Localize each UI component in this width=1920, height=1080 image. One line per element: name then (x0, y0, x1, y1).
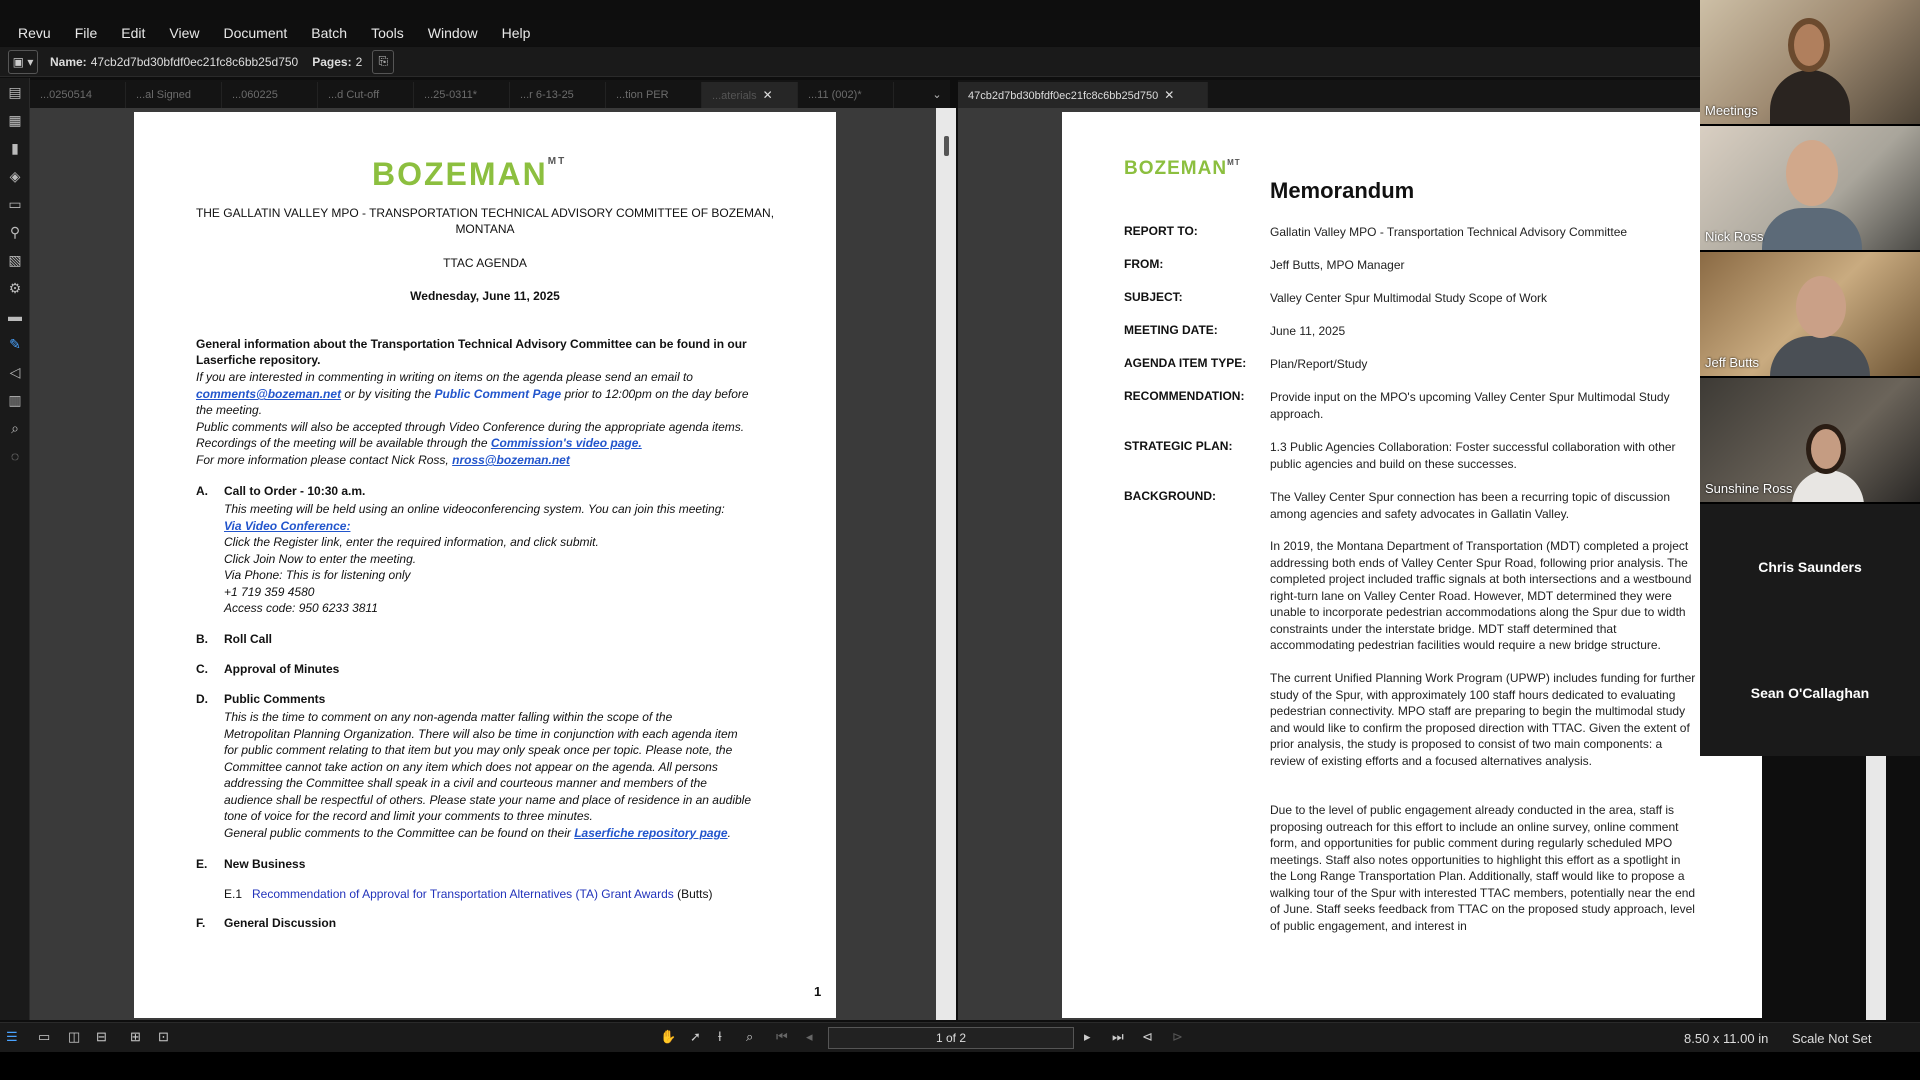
thumbnails-icon[interactable]: ▤ (8, 83, 22, 100)
layers-icon[interactable]: ◈ (9, 167, 21, 184)
item-e1-number: E.1 (224, 887, 243, 901)
comments-icon[interactable]: ◌ (10, 448, 20, 464)
public-comment-page-link[interactable]: Public Comment Page (434, 387, 562, 401)
person-head (1788, 18, 1830, 72)
commission-video-link[interactable]: Commission's video page. (490, 436, 642, 450)
menu-view[interactable]: View (169, 25, 200, 41)
section-f-letter: F. (196, 916, 206, 930)
page-number: 1 (814, 984, 822, 999)
person-head (1806, 424, 1846, 474)
select-tool-icon[interactable]: ➚ (690, 1029, 701, 1044)
print-icon[interactable]: ▥ (8, 391, 22, 408)
zoom-icon[interactable]: ⌕ (746, 1029, 754, 1044)
section-d-line8-end: . (727, 826, 731, 840)
menu-window[interactable]: Window (427, 25, 478, 41)
video-participants-panel (1700, 0, 1920, 756)
section-d-line7: tone of voice for the record and limit your comments to three minutes. (224, 809, 593, 823)
participant-name: Meetings (1705, 103, 1758, 118)
person-silhouette (1792, 470, 1864, 502)
stamp-icon[interactable]: ⚲ (9, 223, 21, 240)
recordings-text: Recordings of the meeting will be available through the (196, 436, 491, 450)
menu-revu[interactable]: Revu (18, 25, 51, 41)
section-e-letter: E. (196, 857, 208, 871)
status-bar (0, 1022, 1920, 1052)
comment-line1: If you are interested in commenting in writing on items on the agenda please send an email to (196, 370, 693, 384)
background-value: The Valley Center Spur connection has been a recurring topic of discussion among agencies and safety advocates in Gallatin Valley. (1270, 490, 1671, 521)
participant-tile-chris-saunders[interactable] (1700, 504, 1920, 630)
recommendation-value: Provide input on the MPO's upcoming Valley Center Spur Multimodal Study approach. (1270, 390, 1670, 421)
fit-icon[interactable]: ⊡ (158, 1029, 169, 1044)
doc-tab[interactable]: ...060225 (222, 82, 318, 108)
person-silhouette (1762, 208, 1862, 250)
agenda-title-line1: THE GALLATIN VALLEY MPO - TRANSPORTATION TECHNICAL ADVISORY COMMITTEE OF BOZEMAN, (195, 206, 775, 220)
doc-tab-active[interactable] (958, 82, 1208, 108)
next-page-icon[interactable]: ▸ (1084, 1029, 1091, 1044)
menu-tools[interactable]: Tools (371, 25, 404, 41)
doc-tab[interactable]: ...tion PER (606, 82, 702, 108)
section-c-letter: C. (196, 662, 208, 676)
measure-icon[interactable]: ▬ (8, 308, 22, 324)
doc-tab[interactable]: ...0250514 (30, 82, 126, 108)
section-b-letter: B. (196, 632, 208, 646)
participant-name: Jeff Butts (1705, 355, 1759, 370)
report-to-value: Gallatin Valley MPO - Transportation Technical Advisory Committee (1270, 225, 1628, 239)
section-a-line3: Click Join Now to enter the meeting. (224, 552, 417, 566)
general-info-line1: General information about the Transportation Technical Advisory Committee can be found in our (196, 337, 747, 351)
bozeman-logo (372, 156, 566, 193)
scroll-thumb[interactable] (944, 136, 949, 156)
list-icon[interactable]: ☰ (6, 1029, 18, 1044)
section-a-line4: Via Phone: This is for listening only (224, 568, 411, 582)
section-e-title: New Business (224, 857, 306, 871)
section-a-line2: Click the Register link, enter the required information, and click submit. (224, 535, 599, 549)
video-conf-line: Public comments will also be accepted through Video Conference during the appropriate agenda items. (196, 420, 745, 434)
doc-tab[interactable]: ...d Cut-off (318, 82, 414, 108)
agenda-heading: TTAC AGENDA (443, 256, 527, 270)
bottom-edge (0, 1052, 1920, 1080)
contact-email-link[interactable]: nross@bozeman.net (452, 453, 570, 467)
single-page-icon[interactable]: ▭ (38, 1029, 51, 1044)
comments-email-link[interactable]: comments@bozeman.net (196, 387, 342, 401)
left-vertical-scrollbar[interactable] (936, 108, 956, 1020)
section-d-letter: D. (196, 692, 208, 706)
menu-batch[interactable]: Batch (311, 25, 348, 41)
section-d-line5: addressing the Committee shall speak in a civil and courteous manner and members of the (224, 776, 707, 790)
report-to-label: REPORT TO: (1124, 224, 1198, 238)
right-document-tabs (958, 80, 1700, 108)
memo-paragraph-2: The current Unified Planning Work Program (UPWP) includes funding for further study of the Spur, with approximately 100 staff hours dedicated to evaluating pedestrian connectivity. MPO staff are preparing to begin the multimodal study and would like to confirm the proposed direction with TTAC. Given the extent of prior analysis, the study is proposed to consist of two main components: a review of existing efforts and a focused alternatives analysis. (1270, 671, 1696, 768)
name-label: Name: (50, 54, 87, 69)
section-b-title: Roll Call (224, 632, 273, 646)
last-page-icon[interactable]: ⏭ (1112, 1029, 1124, 1044)
left-panel-iconbar (0, 78, 30, 1020)
document-menu-icon[interactable]: ▣ ▾ (8, 50, 38, 74)
strategic-plan-label: STRATEGIC PLAN: (1124, 439, 1233, 453)
section-a-letter: A. (196, 484, 208, 498)
document-toolbar (0, 47, 1700, 77)
pages-label: Pages: (312, 54, 352, 69)
name-value: 47cb2d7bd30bfdf0ec21fc8c6bb25d750 (90, 54, 299, 69)
section-d-line1: This is the time to comment on any non-agenda matter falling within the scope of the (224, 710, 673, 724)
background-label: BACKGROUND: (1124, 489, 1216, 503)
grid-icon[interactable]: ▦ (8, 111, 22, 128)
bozeman-logo (1124, 158, 1241, 180)
page-icon[interactable]: ⎘ (372, 50, 394, 74)
logo-text: BOZEMAN (372, 156, 548, 192)
forward-icon[interactable]: ⊳ (1172, 1029, 1183, 1044)
doc-tab-label: ...aterials (712, 90, 757, 102)
form-icon[interactable]: ▧ (8, 251, 22, 268)
section-d-line8 (224, 825, 731, 842)
meeting-date-value: June 11, 2025 (1270, 324, 1346, 338)
item-e1 (252, 886, 712, 903)
left-document-view[interactable] (30, 108, 936, 1020)
participant-name: Sunshine Ross (1705, 481, 1793, 496)
comment-line2 (196, 386, 749, 403)
hand-tool-icon[interactable]: ✋ (660, 1029, 677, 1044)
close-icon[interactable]: ✕ (762, 88, 773, 102)
item-e1-suffix: (Butts) (673, 887, 713, 901)
participant-tile-jeff-butts[interactable] (1700, 252, 1920, 376)
memo-page (1062, 112, 1762, 1018)
meeting-date-label: MEETING DATE: (1124, 323, 1218, 337)
page-dimensions: 8.50 x 11.00 in (1684, 1031, 1769, 1046)
person-head (1786, 140, 1838, 206)
section-f-title: General Discussion (224, 916, 337, 930)
toolchest-icon[interactable]: ▭ (8, 195, 22, 212)
subject-value: Valley Center Spur Multimodal Study Scope of Work (1270, 291, 1548, 305)
recommendation-label: RECOMMENDATION: (1124, 389, 1245, 403)
recordings-line (196, 435, 642, 452)
agenda-item-type-label: AGENDA ITEM TYPE: (1124, 356, 1247, 370)
section-d-line8-text: General public comments to the Committee can be found on their (224, 826, 575, 840)
previous-page-icon[interactable]: ◂ (806, 1029, 813, 1044)
menu-document[interactable]: Document (223, 25, 288, 41)
subject-label: SUBJECT: (1124, 290, 1183, 304)
section-c-title: Approval of Minutes (224, 662, 340, 676)
memo-paragraph-3: Due to the level of public engagement already conducted in the area, staff is proposing outreach for this effort to include an online survey, online comment form, and opportunities for public comment during regularly scheduled MPO meetings. Staff also notes opportunities to highlight this effort as a spotlight in the Long Range Transportation Plan. Additionally, staff would like to propose a walking tour of the Spur with interested TTAC members, potentially near the end of June. Staff seeks feedback from TTAC on the proposed study approach, level of public engagement, and interest in (1270, 803, 1696, 933)
search-icon[interactable]: ⌕ (11, 419, 19, 436)
section-d-line2: Metropolitan Planning Organization. There will also be time in conjunction with each agenda item (224, 727, 738, 741)
menu-help[interactable]: Help (501, 25, 531, 41)
doc-tab[interactable]: ...11 (002)* (798, 82, 894, 108)
sync-icon[interactable]: ⊞ (130, 1029, 141, 1044)
agenda-title-line2: MONTANA (455, 222, 515, 236)
contact-line (196, 452, 570, 469)
participant-tile-sean-ocallaghan[interactable] (1700, 630, 1920, 756)
doc-tab[interactable]: ...al Signed (126, 82, 222, 108)
left-document-tabs (30, 80, 950, 108)
section-d-line6: audience shall be respectful of others. Please state your name and place of residence in an audible (224, 793, 752, 807)
close-icon[interactable]: ✕ (1164, 88, 1175, 102)
bookmarks-icon[interactable]: ▮ (11, 139, 19, 156)
strategic-plan-value: 1.3 Public Agencies Collaboration: Foster successful collaboration with other public agencies and build on these successes. (1270, 440, 1676, 471)
person-silhouette (1770, 336, 1870, 376)
section-d-line4: Committee cannot take action on any item which does not appear on the agenda. All persons (224, 760, 718, 774)
section-a-line1: This meeting will be held using an online videoconferencing system. You can join this meeting: (224, 502, 725, 516)
item-e1-link[interactable]: Recommendation of Approval for Transportation Alternatives (TA) Grant Awards (252, 887, 674, 901)
right-document-view[interactable] (958, 108, 1700, 1020)
section-a-line6: Access code: 950 6233 3811 (224, 601, 378, 615)
split-horizontal-icon[interactable]: ⊟ (96, 1029, 107, 1044)
contact-text: For more information please contact Nick Ross, (196, 453, 453, 467)
participant-tile-sunshine-ross[interactable] (1700, 378, 1920, 502)
participant-name: Sean O'Callaghan (1750, 685, 1870, 701)
from-value: Jeff Butts, MPO Manager (1270, 258, 1405, 272)
menu-file[interactable]: File (74, 25, 98, 41)
first-page-icon[interactable]: ⏮ (776, 1029, 788, 1044)
split-vertical-icon[interactable]: ◫ (68, 1029, 81, 1044)
participant-tile-nick-ross[interactable] (1700, 126, 1920, 250)
agenda-item-type-value: Plan/Report/Study (1270, 357, 1368, 371)
participant-tile-meetings[interactable] (1700, 0, 1920, 124)
general-info-line2: Laserfiche repository. (196, 353, 321, 367)
section-d-title: Public Comments (224, 692, 326, 706)
settings-icon[interactable]: ⚙ (8, 279, 22, 296)
scale-status[interactable]: Scale Not Set (1792, 1031, 1872, 1046)
doc-tab[interactable]: ...r 6-13-25 (510, 82, 606, 108)
text-select-icon[interactable]: Ɨ (718, 1029, 722, 1044)
chevron-down-icon[interactable]: ⌄ (932, 89, 942, 101)
doc-tab-label: 47cb2d7bd30bfdf0ec21fc8c6bb25d750 (968, 90, 1159, 102)
back-icon[interactable]: ⊲ (1142, 1029, 1153, 1044)
memo-title: Memorandum (1270, 178, 1415, 203)
video-conference-link[interactable]: Via Video Conference: (224, 519, 351, 533)
participant-name: Chris Saunders (1758, 559, 1862, 575)
doc-tab[interactable]: ...25-0311* (414, 82, 510, 108)
section-d-line3: for public comment relating to that item but you may only speak once per topic. Please note, the (224, 743, 733, 757)
from-label: FROM: (1124, 257, 1164, 271)
logo-text: BOZEMAN (1124, 158, 1228, 179)
logo-sup: MT (1227, 158, 1241, 167)
logo-sup: MT (547, 156, 567, 167)
section-a-title: Call to Order - 10:30 a.m. (224, 484, 366, 498)
person-head (1796, 276, 1846, 338)
page-indicator[interactable]: 1 of 2 (828, 1027, 1074, 1049)
memo-paragraph-1: In 2019, the Montana Department of Transportation (MDT) completed a project addressing both ends of Valley Center Spur Road, following prior analysis. The completed project included traffic signals at both intersections and a westbound right-turn lane on Valley Center Road. However, MDT determined they were unable to incorporate pedestrian accommodations along the Spur due to width constraints under the interstate bridge. MDT staff determined that accommodating pedestrian facilities would require a new bridge structure. (1270, 539, 1692, 652)
section-a-line5: +1 719 359 4580 (224, 585, 315, 599)
person-silhouette (1770, 70, 1850, 124)
comment-line3: the meeting. (196, 403, 263, 417)
agenda-date: Wednesday, June 11, 2025 (410, 289, 560, 303)
right-vertical-scrollbar[interactable] (1866, 756, 1886, 1020)
agenda-page (134, 112, 836, 1018)
comment-mid: or by visiting the (341, 387, 435, 401)
comment-end: prior to 12:00pm on the day before (561, 387, 749, 401)
signature-icon[interactable]: ✎ (9, 335, 21, 352)
pages-value: 2 (355, 54, 363, 69)
laserfiche-repository-link[interactable]: Laserfiche repository page (574, 826, 728, 840)
participant-name: Nick Ross (1705, 229, 1764, 244)
menu-bar (0, 20, 1700, 46)
doc-tab-active[interactable] (702, 82, 798, 108)
menu-edit[interactable]: Edit (121, 25, 146, 41)
tag-icon[interactable]: ◁ (9, 363, 21, 380)
